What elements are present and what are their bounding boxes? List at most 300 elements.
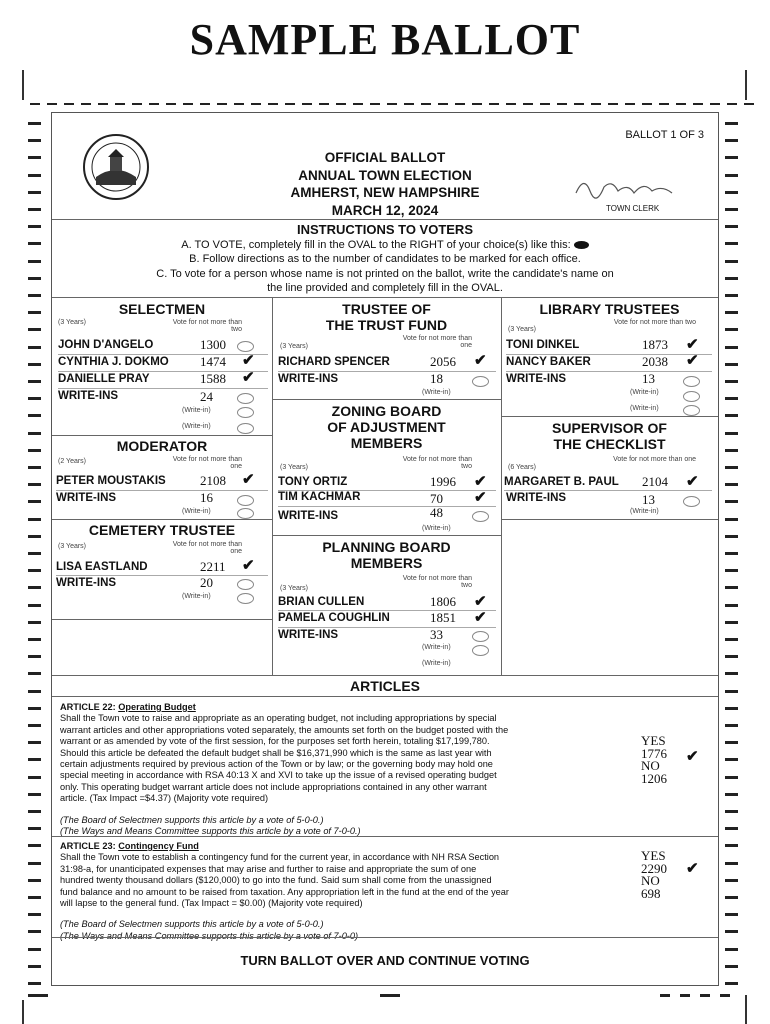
trust-title-line-1: TRUSTEE OF (342, 301, 431, 317)
timing-mark (725, 913, 738, 916)
timing-mark (28, 741, 41, 744)
timing-mark (725, 586, 738, 589)
timing-mark (28, 500, 41, 503)
timing-mark (725, 741, 738, 744)
article-line: warrant or as amended by vote of the first session, for the purposes set forth herein, totaling $17,199,780. (60, 736, 490, 747)
timing-mark (725, 122, 738, 125)
article-22-name: Operating Budget (118, 702, 196, 712)
vote-count: 33 (430, 627, 443, 642)
timing-mark (28, 174, 41, 177)
yes-label: YES (641, 848, 666, 863)
article-23-note-2: (The Ways and Means Committee supports this article by a vote of 7-0-0) (60, 930, 359, 941)
vote-oval[interactable] (683, 405, 700, 416)
timing-mark (115, 103, 125, 105)
timing-mark (28, 397, 41, 400)
vote-count: 1851 (430, 610, 456, 625)
vote-count: 18 (430, 371, 443, 386)
timing-mark (725, 242, 738, 245)
vote-instruction: Vote for not more than two (402, 575, 472, 589)
moderator-title: MODERATOR (116, 438, 208, 454)
no-count: 1206 (641, 770, 667, 786)
timing-mark (217, 103, 227, 105)
article-23 (60, 841, 635, 942)
write-in-line[interactable]: (Write-in) (422, 389, 451, 396)
check-icon: ✔ (474, 593, 487, 610)
article-22-note-1: (The Board of Selectmen supports this article by a vote of 5-0-0.) (60, 814, 324, 825)
timing-mark (319, 103, 329, 105)
timing-mark (574, 103, 584, 105)
planning-title-line-1: PLANNING BOARD (322, 539, 451, 555)
check-icon: ✔ (242, 352, 255, 369)
vote-oval[interactable] (472, 376, 489, 387)
page-title: SAMPLE BALLOT (189, 15, 581, 64)
timing-mark (725, 930, 738, 933)
timing-mark (28, 156, 41, 159)
timing-mark (28, 483, 41, 486)
timing-mark (404, 103, 414, 105)
planning-board-title (272, 539, 501, 571)
timing-mark (725, 380, 738, 383)
write-ins-label: WRITE-INS (58, 390, 119, 402)
timing-mark (725, 793, 738, 796)
article-23-note-1: (The Board of Selectmen supports this article by a vote of 5-0-0.) (60, 919, 324, 930)
timing-mark (28, 724, 41, 727)
vote-oval[interactable] (683, 376, 700, 387)
term-label: (2 Years) (58, 458, 87, 465)
timing-mark (28, 277, 41, 280)
write-in-line[interactable]: (Write-in) (422, 660, 451, 667)
timing-mark (725, 621, 738, 624)
timing-mark (725, 294, 738, 297)
timing-mark (28, 208, 41, 211)
vote-oval[interactable] (683, 391, 700, 402)
timing-mark (28, 311, 41, 314)
vote-oval[interactable] (472, 645, 489, 656)
write-ins-label: WRITE-INS (56, 492, 117, 504)
instruction-c2: the line provided and completely fill in the OVAL. (267, 282, 503, 295)
timing-mark (725, 552, 738, 555)
timing-mark (251, 103, 261, 105)
timing-mark (28, 879, 41, 882)
timing-mark (28, 776, 41, 779)
write-in-line[interactable]: (Write-in) (630, 405, 659, 412)
timing-mark (725, 311, 738, 314)
timing-mark (28, 380, 41, 383)
timing-mark (725, 414, 738, 417)
timing-mark (557, 103, 567, 105)
timing-mark (725, 346, 738, 349)
ballot-number: BALLOT 1 OF 3 (625, 129, 704, 141)
write-in-line[interactable]: (Write-in) (182, 593, 211, 600)
write-in-line[interactable]: (Write-in) (182, 508, 211, 515)
timing-mark (302, 103, 312, 105)
article-line: certain adjustments required by previous action of the Town or by law; or the governing body may hold one (60, 759, 493, 770)
timing-mark (720, 994, 730, 997)
corner-mark-left (22, 70, 24, 100)
instructions (52, 223, 718, 296)
candidate-name: PETER MOUSTAKIS (56, 475, 166, 487)
candidate-name: CYNTHIA J. DOKMO (58, 356, 169, 368)
vote-count: 1300 (200, 337, 226, 352)
timing-mark (725, 191, 738, 194)
timing-mark (28, 466, 41, 469)
timing-mark (28, 518, 41, 521)
timing-mark (725, 156, 738, 159)
timing-mark (28, 862, 41, 865)
timing-mark (47, 103, 57, 105)
timing-mark (28, 569, 41, 572)
write-in-line[interactable]: (Write-in) (630, 508, 659, 515)
timing-mark (725, 827, 738, 830)
write-ins-label: WRITE-INS (506, 373, 567, 385)
write-ins-label: WRITE-INS (56, 577, 117, 589)
vote-instruction: Vote for not more than two (172, 319, 242, 333)
timing-mark (727, 103, 737, 105)
vote-count: 1474 (200, 354, 226, 369)
check-icon: ✔ (686, 352, 699, 369)
timing-mark (680, 994, 690, 997)
vote-oval[interactable] (683, 496, 700, 507)
timing-mark (625, 103, 635, 105)
turn-over-instruction: TURN BALLOT OVER AND CONTINUE VOTING (240, 953, 530, 968)
timing-mark (28, 844, 41, 847)
vote-count: 1588 (200, 371, 226, 386)
supervisor-title-line-1: SUPERVISOR OF (552, 420, 667, 436)
timing-mark (725, 277, 738, 280)
article-22-text (60, 713, 635, 804)
corner-mark-right (745, 70, 747, 100)
vote-oval[interactable] (237, 495, 254, 506)
timing-mark (725, 896, 738, 899)
vote-count: 2056 (430, 354, 456, 369)
timing-mark (725, 432, 738, 435)
term-label: (3 Years) (280, 464, 309, 471)
timing-mark (28, 994, 48, 997)
timing-mark (28, 707, 41, 710)
selectmen-title: SELECTMEN (118, 301, 206, 317)
vote-count: 13 (642, 371, 655, 386)
write-in-line[interactable]: (Write-in) (182, 423, 211, 430)
timing-mark (725, 655, 738, 658)
vote-count: 16 (200, 490, 213, 505)
timing-mark (725, 500, 738, 503)
timing-mark (725, 139, 738, 142)
articles-title: ARTICLES (350, 678, 420, 694)
timing-mark (268, 103, 278, 105)
vote-oval[interactable] (472, 511, 489, 522)
term-label: (3 Years) (58, 543, 87, 550)
timing-mark (28, 982, 41, 985)
candidate-name: TIM KACHMAR (278, 491, 361, 503)
timing-mark (725, 569, 738, 572)
term-label: (3 Years) (58, 319, 87, 326)
timing-mark (285, 103, 295, 105)
check-icon: ✔ (474, 489, 487, 506)
timing-mark (28, 363, 41, 366)
timing-mark (725, 879, 738, 882)
timing-mark (387, 103, 397, 105)
no-count: 698 (641, 885, 661, 901)
article-line: article. (Tax Impact =$4.37) (Majority vote required) (60, 793, 269, 804)
article-22 (60, 702, 635, 837)
timing-mark (744, 103, 754, 105)
timing-mark (28, 690, 41, 693)
timing-mark (234, 103, 244, 105)
instructions-title: INSTRUCTIONS TO VOTERS (297, 222, 473, 237)
candidate-name: RICHARD SPENCER (278, 356, 390, 368)
timing-mark (725, 466, 738, 469)
timing-mark (98, 103, 108, 105)
candidate-name: BRIAN CULLEN (278, 596, 365, 608)
header-line-3: AMHERST, NEW HAMPSHIRE (290, 185, 480, 200)
header-line-2: ANNUAL TOWN ELECTION (298, 167, 472, 183)
timing-mark (725, 690, 738, 693)
check-icon: ✔ (474, 473, 487, 490)
instruction-c1: C. To vote for a person whose name is not printed on the ballot, write the candidate's name on (156, 267, 614, 280)
timing-mark (725, 758, 738, 761)
vote-count: 2108 (200, 473, 226, 488)
timing-mark (370, 103, 380, 105)
timing-mark (725, 982, 738, 985)
timing-mark (28, 552, 41, 555)
article-line: Should this article be defeated the default budget shall be $16,371,990 which is the same as last year with (60, 747, 492, 758)
vote-oval[interactable] (237, 423, 254, 434)
timing-mark (421, 103, 431, 105)
timing-mark (700, 994, 710, 997)
vote-count: 2038 (642, 354, 668, 369)
candidate-name: JOHN D'ANGELO (58, 339, 154, 351)
timing-mark (28, 896, 41, 899)
yes-count: 2290 (641, 860, 667, 876)
timing-mark (132, 103, 142, 105)
supervisor-title (501, 420, 718, 452)
zoning-title-line-3: MEMBERS (350, 435, 423, 451)
timing-mark (64, 103, 74, 105)
timing-mark (149, 103, 159, 105)
no-label: NO (641, 758, 660, 773)
article-22-label: ARTICLE 22: (60, 702, 116, 712)
article-23-text (60, 852, 635, 909)
timing-mark (725, 638, 738, 641)
timing-mark (28, 621, 41, 624)
yes-label: YES (641, 733, 666, 748)
timing-mark (642, 103, 652, 105)
write-ins-label: WRITE-INS (278, 373, 339, 385)
corner-mark-bottom-right (745, 995, 747, 1024)
vote-oval[interactable] (472, 631, 489, 642)
timing-mark (725, 535, 738, 538)
timing-mark (353, 103, 363, 105)
timing-mark (725, 862, 738, 865)
timing-mark (28, 586, 41, 589)
timing-mark (725, 844, 738, 847)
trust-title-line-2: THE TRUST FUND (325, 317, 448, 333)
article-line: Shall the Town vote to raise and appropriate as an operating budget, not including appropriations by special (60, 713, 497, 724)
timing-mark (608, 103, 618, 105)
timing-mark (28, 260, 41, 263)
header-line-4: MARCH 12, 2024 (331, 202, 439, 218)
timing-mark (28, 346, 41, 349)
timing-mark (28, 793, 41, 796)
timing-mark (725, 965, 738, 968)
timing-mark (725, 397, 738, 400)
vote-oval[interactable] (237, 393, 254, 404)
timing-mark (676, 103, 686, 105)
ballot (51, 112, 719, 986)
timing-mark (725, 724, 738, 727)
timing-mark (28, 758, 41, 761)
supervisor-title-line-2: THE CHECKLIST (553, 436, 666, 452)
vote-instruction: Vote for not more than two (402, 456, 472, 470)
timing-mark (659, 103, 669, 105)
vote-instruction: Vote for not more than one (613, 456, 696, 463)
timing-mark (660, 994, 670, 997)
timing-mark (30, 103, 40, 105)
article-line: fund balance and no amount to be raised from taxation. Any appropriation left in the fund at the end of the year (60, 886, 509, 897)
write-in-line[interactable]: (Write-in) (630, 389, 659, 396)
timing-mark (725, 948, 738, 951)
write-ins-label: WRITE-INS (278, 629, 339, 641)
library-trustees-title: LIBRARY TRUSTEES (539, 301, 680, 317)
vote-count: 1873 (642, 337, 668, 352)
write-in-line[interactable]: (Write-in) (182, 407, 211, 414)
timing-mark (710, 103, 720, 105)
vote-instruction: Vote for not more than one (172, 456, 242, 470)
timing-mark (28, 432, 41, 435)
check-icon: ✔ (686, 860, 699, 877)
timing-mark (28, 604, 41, 607)
timing-mark (28, 810, 41, 813)
town-clerk-label: TOWN CLERK (606, 204, 660, 213)
timing-mark (28, 139, 41, 142)
check-icon: ✔ (242, 369, 255, 386)
vote-instruction: Vote for not more than one (172, 541, 242, 555)
article-22-note-2: (The Ways and Means Committee supports this article by a vote of 7-0-0.) (60, 826, 361, 837)
clerk-signature-icon (572, 171, 682, 208)
filled-oval-example (574, 241, 589, 249)
term-label: (3 Years) (280, 343, 309, 350)
article-line: only. This operating budget warrant article does not include appropriations contained in any other warrant (60, 781, 487, 792)
candidate-name: PAMELA COUGHLIN (278, 612, 390, 624)
vote-oval[interactable] (237, 341, 254, 352)
timing-mark (28, 638, 41, 641)
write-ins-label: WRITE-INS (278, 510, 339, 522)
timing-mark (28, 930, 41, 933)
write-in-line[interactable]: (Write-in) (422, 644, 451, 651)
candidate-name: NANCY BAKER (506, 356, 591, 368)
timing-mark (336, 103, 346, 105)
timing-mark (166, 103, 176, 105)
vote-count: 24 (200, 389, 213, 404)
timing-mark (183, 103, 193, 105)
article-line: will lapse to the general fund. (Tax Impact = $0.00) (Majority vote required) (60, 898, 363, 909)
timing-mark (380, 994, 400, 997)
timing-mark (28, 913, 41, 916)
timing-mark (81, 103, 91, 105)
timing-mark (489, 103, 499, 105)
planning-title-line-2: MEMBERS (350, 555, 423, 571)
timing-mark (725, 328, 738, 331)
timing-mark (725, 776, 738, 779)
timing-mark (540, 103, 550, 105)
zoning-board-title (272, 403, 501, 451)
candidate-name: LISA EASTLAND (56, 561, 148, 573)
vote-oval[interactable] (237, 579, 254, 590)
timing-mark (28, 655, 41, 658)
header-line-1: OFFICIAL BALLOT (324, 150, 446, 165)
cemetery-trustee-title: CEMETERY TRUSTEE (88, 522, 236, 538)
timing-mark (725, 518, 738, 521)
vote-count: 20 (200, 575, 213, 590)
timing-mark (725, 449, 738, 452)
article-23-label: ARTICLE 23: (60, 841, 116, 851)
candidate-name: TONI DINKEL (506, 339, 580, 351)
no-label: NO (641, 873, 660, 888)
timing-mark (28, 672, 41, 675)
timing-mark (28, 827, 41, 830)
term-label: (6 Years) (508, 464, 537, 471)
vote-oval[interactable] (237, 508, 254, 519)
vote-count: 1996 (430, 474, 456, 489)
timing-mark (472, 103, 482, 105)
corner-mark-bottom-left (22, 1000, 24, 1024)
vote-instruction: Vote for not more than two (613, 319, 696, 326)
write-ins-label: WRITE-INS (506, 492, 567, 504)
article-line: 31:98-a, for unanticipated expenses that may arise and further to raise and appropriate the sum of one (60, 863, 477, 874)
timing-mark (506, 103, 516, 105)
timing-mark (28, 242, 41, 245)
trust-fund-title (272, 301, 501, 333)
vote-count: 70 (430, 491, 443, 506)
yes-count: 1776 (641, 745, 667, 761)
vote-count: 2104 (642, 474, 668, 489)
timing-mark (725, 707, 738, 710)
timing-mark (438, 103, 448, 105)
article-line: warrant articles and other appropriations voted separately, the amounts set forth on the budget posted with the (60, 724, 509, 735)
write-in-line[interactable]: (Write-in) (422, 525, 451, 532)
instruction-b: B. Follow directions as to the number of candidates to be marked for each office. (189, 253, 581, 266)
timing-mark (523, 103, 533, 105)
timing-mark (591, 103, 601, 105)
timing-mark (725, 483, 738, 486)
article-23-results (641, 850, 667, 900)
vote-oval[interactable] (237, 593, 254, 604)
timing-mark (28, 414, 41, 417)
check-icon: ✔ (242, 557, 255, 574)
candidate-name: DANIELLE PRAY (58, 373, 150, 385)
zoning-title-line-1: ZONING BOARD (331, 403, 442, 419)
timing-mark (28, 449, 41, 452)
check-icon: ✔ (686, 748, 699, 765)
check-icon: ✔ (474, 609, 487, 626)
vote-instruction: Vote for not more than one (402, 335, 472, 349)
check-icon: ✔ (242, 471, 255, 488)
timing-mark (28, 328, 41, 331)
timing-mark (693, 103, 703, 105)
vote-oval[interactable] (237, 407, 254, 418)
timing-mark (725, 260, 738, 263)
zoning-title-line-2: OF ADJUSTMENT (327, 419, 446, 435)
timing-mark (28, 535, 41, 538)
vote-count: 1806 (430, 594, 456, 609)
timing-mark (28, 122, 41, 125)
timing-mark (28, 948, 41, 951)
timing-mark (28, 294, 41, 297)
instruction-a: A. TO VOTE, completely fill in the OVAL to the RIGHT of your choice(s) like this: (181, 238, 571, 251)
vote-count: 48 (430, 505, 443, 520)
article-line: hundred twenty thousand dollars ($120,000) to go into the fund. Said sum shall come from the unassigned (60, 875, 492, 886)
vote-count: 2211 (200, 559, 226, 574)
